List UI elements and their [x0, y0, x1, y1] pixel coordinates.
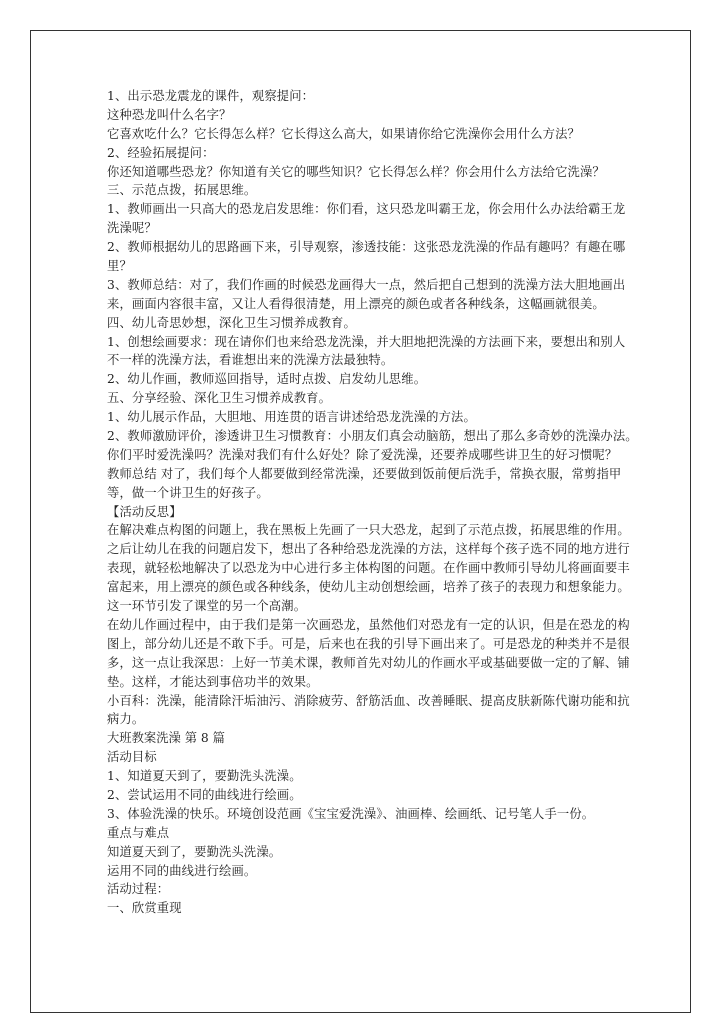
text-line: 你还知道哪些恐龙？你知道有关它的哪些知识？它长得怎么样？你会用什么方法给它洗澡？: [107, 164, 605, 179]
section-heading: 活动目标: [107, 750, 157, 765]
section-heading: 四、幼儿奇思妙想，深化卫生习惯养成教育。: [107, 315, 356, 330]
document-body: [107, 87, 638, 918]
text-line: 2、经验拓展提问：: [107, 145, 215, 160]
text-line: 你们平时爱洗澡吗？洗澡对我们有什么好处？除了爱洗澡，还要养成哪些讲卫生的好习惯呢？: [107, 447, 618, 462]
text-line: 垫。这样，才能达到事倍功半的效果。: [107, 674, 319, 689]
text-line: 1、创想绘画要求：现在请你们也来给恐龙洗澡，并大胆地把洗澡的方法画下来，要想出和别人: [107, 334, 626, 349]
text-line: 1、教师画出一只高大的恐龙启发思维：你们看，这只恐龙叫霸王龙，你会用什么办法给霸王龙: [107, 202, 626, 217]
text-line: 1、出示恐龙震龙的课件，观察提问：: [107, 89, 315, 103]
text-line: 里？: [107, 259, 132, 274]
text-line: 3、教师总结：对了，我们作画的时候恐龙画得大一点，然后把自己想到的洗澡方法大胆地画出: [107, 277, 626, 292]
text-line: 这一环节引发了课堂的另一个高潮。: [107, 599, 307, 614]
section-heading: 三、示范点拨，拓展思维。: [107, 183, 257, 198]
text-line: 3、体验洗澡的快乐。环境创设范画《宝宝爱洗澡》、油画棒、绘画纸、记号笔人手一份。: [107, 806, 595, 821]
section-heading: 一、欣赏重现: [107, 901, 182, 916]
text-line: 教师总结 对了，我们每个人都要做到经常洗澡，还要做到饭前便后洗手，常换衣服，常剪指甲: [107, 466, 622, 481]
text-line: 2、教师激励评价，渗透讲卫生习惯教育：小朋友们真会动脑筋，想出了那么多奇妙的洗澡办法。: [107, 429, 638, 444]
lesson-title: 大班教案洗澡 第 8 篇: [107, 731, 225, 746]
text-line: 1、知道夏天到了，要勤洗头洗澡。: [107, 769, 302, 784]
text-line: 不一样的洗澡方法，看谁想出来的洗澡方法最独特。: [107, 353, 394, 368]
text-line: 小百科：洗澡，能清除汗垢油污、消除疲劳、舒筋活血、改善睡眠、提高皮肤新陈代谢功能和抗: [107, 693, 630, 708]
text-line: 2、幼儿作画，教师巡回指导，适时点拨、启发幼儿思维。: [107, 372, 427, 387]
text-line: 病力。: [107, 712, 145, 727]
text-line: 洗澡呢？: [107, 221, 157, 236]
text-line: 这种恐龙叫什么名字？: [107, 107, 232, 122]
text-line: 富起来，用上漂亮的颜色或各种线条，使幼儿主动创想绘画，培养了孩子的表现力和想象能力。: [107, 580, 630, 595]
section-heading: 【活动反思】: [107, 504, 182, 519]
text-line: 之后让幼儿在我的问题启发下，想出了各种给恐龙洗澡的方法，这样每个孩子选不同的地方进行: [107, 542, 630, 557]
text-line: 运用不同的曲线进行绘画。: [107, 863, 257, 878]
text-line: 它喜欢吃什么？它长得怎么样？它长得这么高大，如果请你给它洗澡你会用什么方法？: [107, 126, 580, 141]
text-line: 多，这一点让我深思：上好一节美术课，教师首先对幼儿的作画水平或基础要做一定的了解、铺: [107, 655, 630, 670]
text-line: 来，画面内容很丰富，又让人看得很清楚，用上漂亮的颜色或者各种线条，这幅画就很美。: [107, 296, 605, 311]
text-line: 在幼儿作画过程中，由于我们是第一次画恐龙，虽然他们对恐龙有一定的认识，但是在恐龙的构: [107, 617, 630, 632]
text-line: 1、幼儿展示作品，大胆地、用连贯的语言讲述给恐龙洗澡的方法。: [107, 410, 476, 425]
text-line: 表现，就轻松地解决了以恐龙为中心进行多主体构图的问题。在作画中教师引导幼儿将画面要丰: [107, 561, 630, 576]
text-line: 2、教师根据幼儿的思路画下来，引导观察，渗透技能：这张恐龙洗澡的作品有趣吗？有趣在哪: [107, 240, 626, 255]
text-line: 图上，部分幼儿还是不敢下手。可是，后来也在我的引导下画出来了。可是恐龙的种类并不是很: [107, 636, 630, 651]
text-line: 等，做一个讲卫生的好孩子。: [107, 485, 269, 500]
text-line: 在解决难点构图的问题上，我在黑板上先画了一只大恐龙，起到了示范点拨，拓展思维的作用。: [107, 523, 630, 538]
section-heading: 活动过程：: [107, 882, 170, 897]
section-heading: 重点与难点: [107, 825, 170, 840]
text-line: 2、尝试运用不同的曲线进行绘画。: [107, 787, 302, 802]
text-line: 知道夏天到了，要勤洗头洗澡。: [107, 844, 282, 859]
section-heading: 五、分享经验、深化卫生习惯养成教育。: [107, 391, 332, 406]
